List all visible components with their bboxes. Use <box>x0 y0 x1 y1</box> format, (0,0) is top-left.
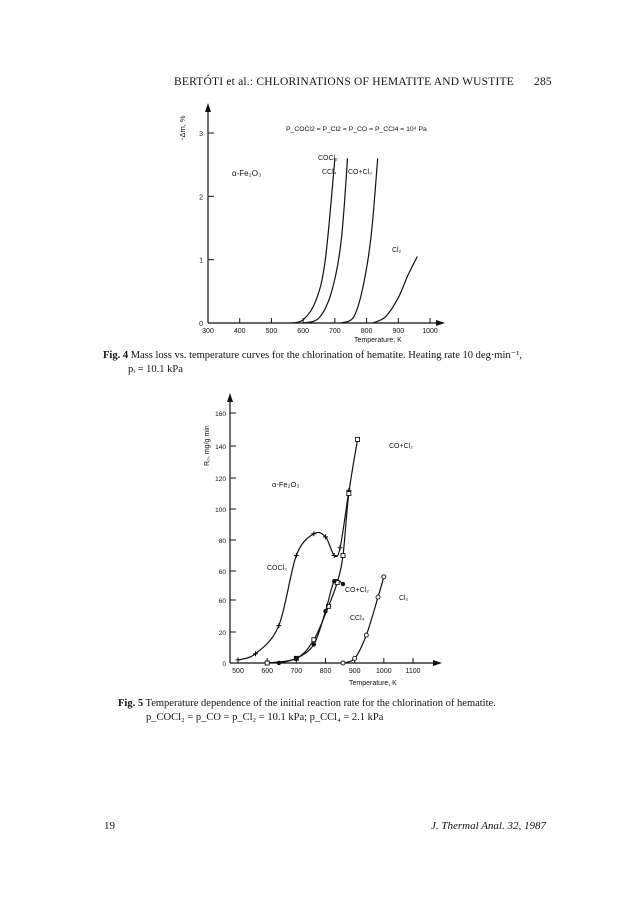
fig5-data-point-3 <box>364 633 368 637</box>
fig5-annotation-material: α-Fe₂O₃ <box>272 480 300 489</box>
fig5-caption-label: Fig. 5 <box>118 698 144 709</box>
fig5-data-point-1 <box>356 437 360 441</box>
fig4-label-cocl2: COCl₂ <box>318 155 338 162</box>
fig5-data-point-3 <box>382 575 386 579</box>
fig5-y-tick-label: 100 <box>215 507 226 514</box>
fig5-data-point-3 <box>341 661 345 665</box>
footer-journal: J. Thermal Anal. 32, 1987 <box>431 820 546 832</box>
fig5-x-tick-label: 700 <box>290 668 303 675</box>
fig5-y-tick-label: 160 <box>215 411 226 418</box>
fig5-label-co-cl2-top: CO+Cl₂ <box>389 443 413 450</box>
fig5-data-point-2 <box>323 609 327 613</box>
fig4-ylabel: -Δm, % <box>178 115 187 140</box>
fig5-x-tick-label: 800 <box>319 668 332 675</box>
fig4-y-tick-label: 3 <box>199 131 203 138</box>
fig5-data-point-1 <box>341 554 345 558</box>
fig4-annotation-pressure: P_COCl2 = P_Cl2 = P_CO = P_CCl4 = 10⁴ Pa <box>286 126 427 133</box>
fig5-caption-line2: p_COCl₂ = p_CO = p_Cl₂ = 10.1 kPa; p_CCl₄ = 2.1 kPa <box>146 712 384 723</box>
fig4-annotation-material: α-Fe₂O₃ <box>232 169 262 178</box>
fig5-series-line-0 <box>238 490 349 660</box>
fig5-data-point-0 <box>236 657 241 662</box>
fig5-label-cl2: Cl₂ <box>399 595 409 602</box>
fig4-caption-label: Fig. 4 <box>103 350 129 361</box>
fig4-x-tick-label: 1000 <box>422 328 438 335</box>
fig5-label-cocl2: COCl₂ <box>267 565 287 572</box>
fig4-x-tick-label: 800 <box>360 328 373 335</box>
fig5-data-point-2 <box>294 656 298 660</box>
fig5-x-axis-arrow <box>433 660 442 666</box>
fig5-data-point-3 <box>376 595 380 599</box>
fig5-data-point-1 <box>347 492 351 496</box>
fig4-x-tick-label: 500 <box>265 328 278 335</box>
fig4-x-tick-label: 900 <box>392 328 405 335</box>
fig5-series-line-1 <box>267 439 357 663</box>
fig4-y-tick-label: 1 <box>199 257 203 265</box>
fig5-data-point-0 <box>294 553 299 558</box>
figure-5-caption <box>118 697 548 725</box>
fig5-data-point-0 <box>338 545 343 550</box>
fig4-x-tick-label: 300 <box>202 328 214 335</box>
fig5-y-tick-label: 0 <box>222 661 226 668</box>
fig5-y-axis-arrow <box>227 393 233 402</box>
fig5-label-co-cl2: CO+Cl₂ <box>345 587 369 594</box>
fig5-y-tick-label: 80 <box>218 538 226 545</box>
fig5-data-point-2 <box>332 579 336 583</box>
fig4-label-ccl4: CCl₄ <box>322 169 337 176</box>
fig5-data-point-0 <box>276 623 281 628</box>
fig5-x-tick-label: 1100 <box>405 668 421 675</box>
fig5-data-point-3 <box>353 656 357 660</box>
fig5-y-tick-label: 60 <box>218 598 226 605</box>
fig5-x-tick-label: 900 <box>348 668 361 675</box>
fig5-x-tick-label: 1000 <box>376 668 392 675</box>
fig5-x-tick-label: 500 <box>232 668 244 675</box>
header-title: BERTÓTI et al.: CHLORINATIONS OF HEMATITE AND WUSTITE <box>174 76 514 88</box>
fig4-x-tick-label: 700 <box>329 328 341 335</box>
fig5-y-tick-label: 120 <box>215 476 226 483</box>
footer-page-number: 19 <box>104 820 115 832</box>
fig4-x-tick-label: 600 <box>297 328 309 335</box>
fig5-label-ccl4: CCl₄ <box>350 615 365 622</box>
fig5-x-tick-label: 600 <box>261 668 274 675</box>
fig5-data-point-2 <box>341 582 345 586</box>
fig5-data-point-2 <box>312 642 316 646</box>
fig5-data-point-1 <box>265 661 269 665</box>
fig5-ylabel: R₀, mg/g min <box>204 425 211 466</box>
fig4-label-cl2: Cl₂ <box>392 247 402 254</box>
fig5-y-tick-label: 60 <box>218 569 226 576</box>
fig4-label-co-cl2: CO+Cl₂ <box>348 169 372 176</box>
fig4-y-tick-label: 2 <box>199 194 203 202</box>
fig4-y-tick-label: 0 <box>199 321 203 328</box>
fig4-xlabel: Temperature, K <box>354 337 402 344</box>
fig4-caption-text: Mass loss vs. temperature curves for the chlorination of hematite. Heating rate 10 deg·min⁻¹, <box>128 350 522 361</box>
fig5-caption-text: Temperature dependence of the initial reaction rate for the chlorination of hematite. <box>143 698 496 709</box>
header-page-number: 285 <box>534 76 552 88</box>
fig5-data-point-2 <box>277 661 281 665</box>
fig5-xlabel: Temperature, K <box>349 680 397 687</box>
fig5-y-tick-label: 140 <box>215 444 226 451</box>
fig4-x-tick-label: 400 <box>233 328 246 335</box>
fig4-caption-line2: pᵢ = 10.1 kPa <box>128 364 183 375</box>
fig5-y-tick-label: 20 <box>218 630 226 637</box>
